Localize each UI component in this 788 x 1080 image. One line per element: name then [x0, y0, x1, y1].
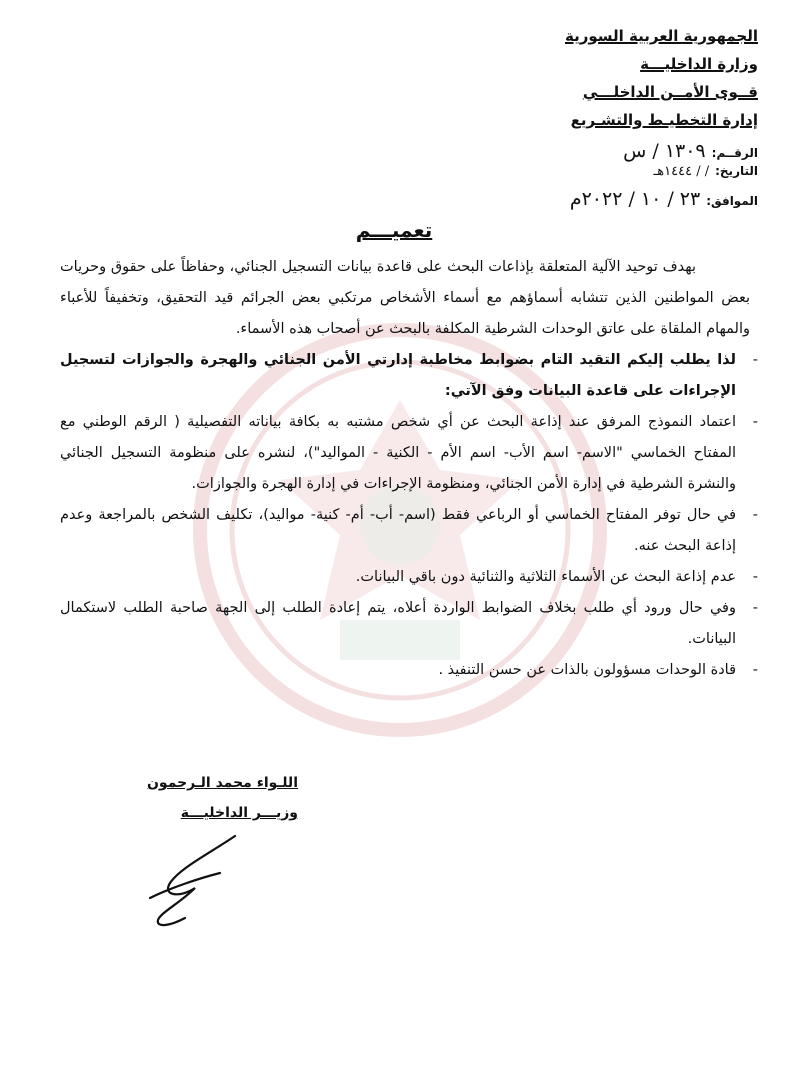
- letterhead: [498, 22, 758, 134]
- list-item: [60, 407, 758, 500]
- document-body: [60, 252, 758, 686]
- list-item-text: قادة الوحدات مسؤولون بالذات عن حسن التنفيذ .: [438, 662, 736, 678]
- reference-number-row: [518, 140, 758, 164]
- list-item: [60, 562, 758, 593]
- list-item: [60, 500, 758, 562]
- date-value: / / ١٤٤٤هـ: [653, 164, 710, 179]
- number-label: الرقــم:: [711, 146, 758, 160]
- number-value: ١٣٠٩ / س: [623, 140, 706, 162]
- dash-marker: -: [752, 662, 758, 678]
- signatory-position: وزيـــر الداخليـــة: [180, 805, 298, 821]
- corresponding-value: ٢٣ / ١٠ / ٢٠٢٢م: [569, 188, 701, 210]
- document-title: تعميـــم: [355, 218, 433, 242]
- ministry-name: وزارة الداخليـــة: [640, 55, 758, 73]
- intro-paragraph: [60, 252, 750, 345]
- handwritten-signature: [140, 828, 250, 933]
- list-item: [60, 345, 758, 407]
- signatory-name: اللـواء محمد الـرحمون: [146, 775, 298, 791]
- dash-marker: -: [752, 414, 758, 430]
- list-item-text: عدم إذاعة البحث عن الأسماء الثلاثية والثنائية دون باقي البيانات.: [355, 569, 736, 585]
- country-name: الجمهورية العربية السورية: [565, 27, 758, 45]
- list-item-text: في حال توفر المفتاح الخماسي أو الرباعي فقط (اسم- أب- أم- كنية- مواليد)، تكليف الشخص بالمراجعة وعدم إذاعة البحث عنه.: [60, 507, 736, 554]
- dash-marker: -: [752, 600, 758, 616]
- reference-block: [518, 140, 758, 212]
- list-item-text: لذا يطلب إليكم التقيد التام بضوابط مخاطبة إدارتي الأمن الجنائي والهجرة والجوازات لتسجيل الإجراءات على قاعدة البيانات وفق الآتي:: [60, 352, 736, 399]
- intro-text: بهدف توحيد الآلية المتعلقة بإذاعات البحث على قاعدة بيانات التسجيل الجنائي، وحفاظاً على حقوق وحريات بعض المواطنين الذين تتشابه أسماؤهم مع أسماء الأشخاص مرتكبي بعض الجرائم قيد التحقيق، وتخفيفاً للأعباء والمهام الملقاة على عاتق الوحدات الشرطية المكلفة بالبحث عن أصحاب هذه الأسماء.: [60, 259, 750, 337]
- department-name: إدارة التخطيـط والتشـريع: [570, 111, 758, 129]
- list-item: [60, 655, 758, 686]
- dash-marker: -: [752, 507, 758, 523]
- list-item: [60, 593, 758, 655]
- gregorian-date-row: [518, 188, 758, 212]
- hijri-date-row: [518, 164, 758, 188]
- signature-block: [98, 768, 298, 828]
- dash-marker: -: [752, 569, 758, 585]
- force-name: قــوى الأمــن الداخلـــي: [582, 83, 758, 101]
- date-label: التاريخ:: [715, 164, 758, 178]
- corresponding-label: الموافق:: [706, 194, 758, 208]
- list-item-text: اعتماد النموذج المرفق عند إذاعة البحث عن أي شخص مشتبه به بكافة بياناته التفصيلية ( الرقم الوطني مع المفتاح الخماسي "الاسم- اسم الأب- اسم الأم - الكنية - المواليد")، لنشره على منظومة التسجيل الجنائي والنشرة الشرطية في إدارة الأمن الجنائي، ومنظومة الإجراءات في إدارة الهجرة والجوازات.: [60, 414, 736, 492]
- dash-marker: -: [752, 352, 758, 368]
- list-item-text: وفي حال ورود أي طلب بخلاف الضوابط الواردة أعلاه، يتم إعادة الطلب إلى الجهة صاحبة الطلب لاستكمال البيانات.: [60, 600, 736, 647]
